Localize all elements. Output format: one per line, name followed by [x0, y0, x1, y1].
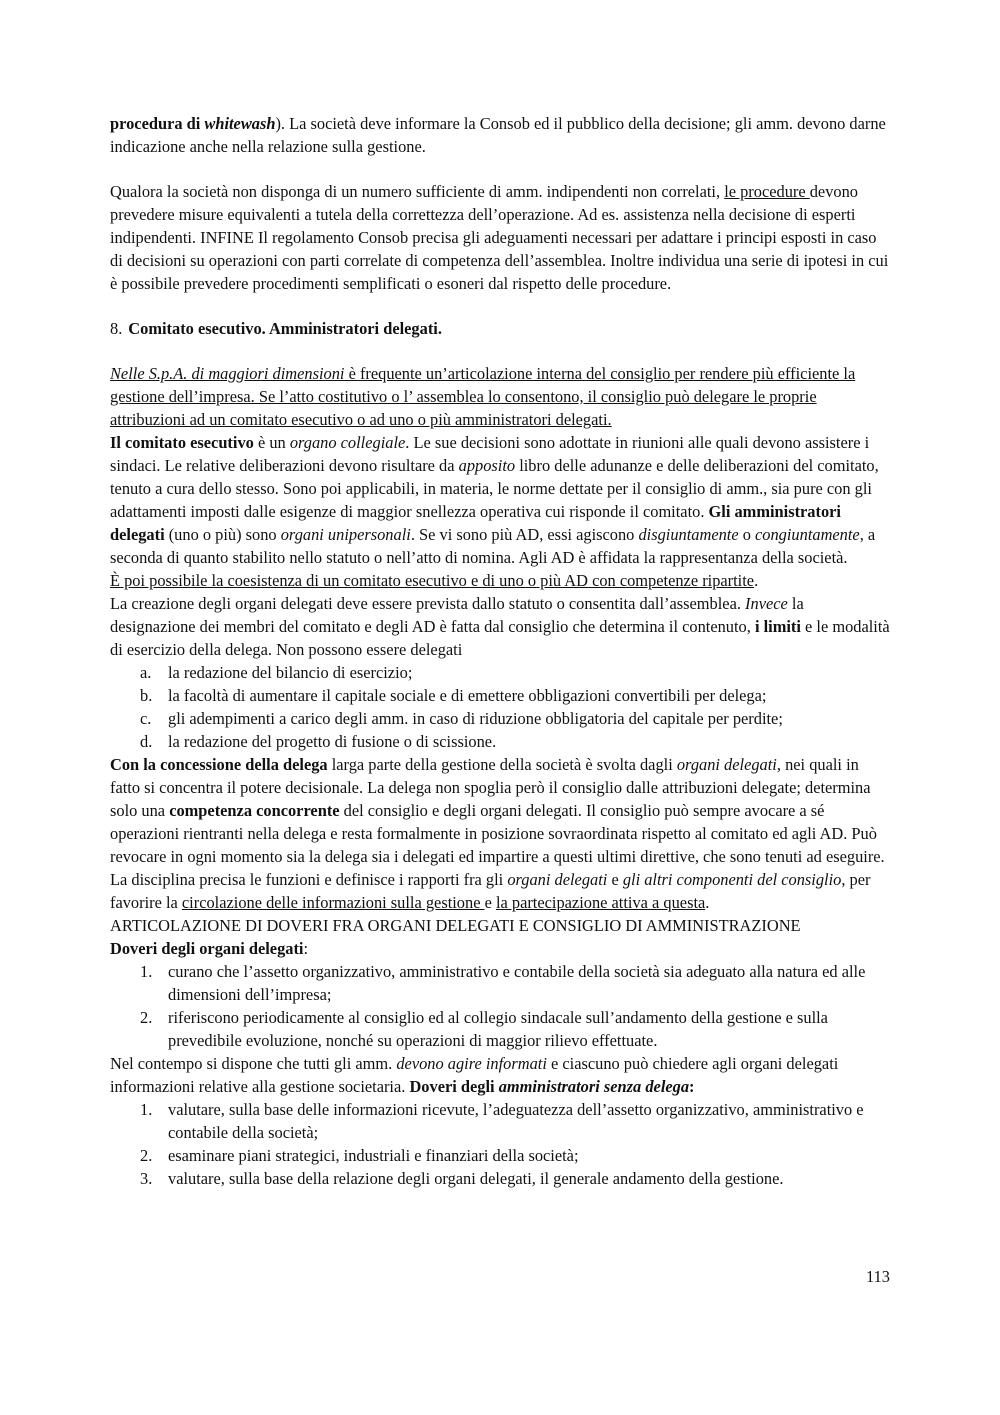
- text-fragment: Doveri degli: [409, 1077, 499, 1096]
- spacer: [110, 295, 890, 317]
- text-fragment: Doveri degli organi delegati: [110, 939, 304, 958]
- text-fragment: .: [705, 893, 710, 912]
- list-item-text: la redazione del progetto di fusione o di scissione.: [168, 732, 497, 751]
- text-fragment: e ciascuno può chiedere agli organi delegati informazioni relative alla gestione societaria.: [110, 1054, 839, 1096]
- text-fragment: Nelle S.p.A. di maggiori dimensioni: [110, 364, 345, 383]
- text-fragment: . Se vi sono più AD, essi agiscono: [410, 525, 639, 544]
- non-delegable-list: [110, 661, 890, 753]
- list-item: [110, 661, 890, 684]
- text-fragment: devono agire informati: [396, 1054, 547, 1073]
- text-fragment: organo collegiale: [289, 433, 406, 452]
- paragraph-executive-committee: [110, 431, 890, 569]
- list-item: [110, 707, 890, 730]
- text-fragment: Il comitato esecutivo: [110, 433, 254, 452]
- text-fragment: circolazione delle informazioni sulla gestione: [181, 893, 485, 912]
- text-fragment: e: [484, 893, 496, 912]
- list-item: [110, 730, 890, 753]
- paragraph-intro: [110, 362, 890, 431]
- text-fragment: larga parte della gestione della società è svolta dagli: [327, 755, 677, 774]
- text-fragment: Con la concessione della delega: [110, 755, 328, 774]
- page-number: 113: [866, 1267, 890, 1286]
- paragraph-whitewash: [110, 112, 890, 158]
- text-fragment: Nel contempo si dispone che tutti gli amm.: [110, 1054, 397, 1073]
- text-fragment: la partecipazione attiva a questa: [495, 893, 706, 912]
- list-marker: b.: [140, 686, 153, 705]
- list-item: [110, 1006, 890, 1052]
- text-fragment: Invece: [745, 594, 788, 613]
- text-fragment: La creazione degli organi delegati deve essere prevista dallo statuto o consentita dall’assemblea.: [110, 594, 746, 613]
- list-item: [110, 1167, 890, 1190]
- text-fragment: devono prevedere misure equivalenti a tutela della correttezza dell’operazione. Ad es. assistenza nella decisione di esperti indipendenti. INFINE Il regolamento Consob precisa gli adeguamenti necessari per adattare i principi esposti in caso di decisioni su operazioni con parti correlate di competenza dell’assemblea. Inoltre individua una serie di ipotesi in cui è possibile prevedere procedimenti semplificati o esoneri dal rispetto delle procedure.: [110, 182, 889, 293]
- text-fragment: .: [754, 571, 759, 590]
- spacer: [110, 158, 890, 180]
- delegated-duties-label: [110, 937, 890, 960]
- list-marker: a.: [140, 663, 152, 682]
- section-number: 8.: [110, 319, 123, 338]
- text-fragment: o: [738, 525, 756, 544]
- list-marker: 2.: [140, 1146, 153, 1165]
- list-item: [110, 960, 890, 1006]
- text-fragment: , per favorire la: [110, 870, 871, 912]
- text-fragment: gli altri componenti del consiglio: [622, 870, 842, 889]
- list-item: [110, 1098, 890, 1144]
- text-fragment: organi unipersonali: [280, 525, 411, 544]
- text-fragment: è frequente un’articolazione interna del consiglio per rendere più efficiente la gestione dell’impresa. Se l’atto costitutivo o l’ assemblea lo consentono, il consiglio può delegare le proprie attribuzioni ad un comitato esecutivo o ad uno o più amministratori delegati.: [110, 364, 856, 429]
- text-fragment: , a seconda di quanto stabilito nello statuto o nell’atto di nomina. Agli AD è affidata la rappresentanza della società.: [110, 525, 876, 567]
- text-fragment: apposito: [458, 456, 516, 475]
- text-fragment: le procedure: [724, 182, 810, 201]
- paragraph-delegation-creation: [110, 592, 890, 661]
- text-fragment: La disciplina precisa le funzioni e definisce i rapporti fra gli: [110, 870, 508, 889]
- text-fragment: organi delegati: [676, 755, 777, 774]
- text-fragment: e le modalità di esercizio della delega. Non possono essere delegati: [110, 617, 890, 659]
- duties-heading: ARTICOLAZIONE DI DOVERI FRA ORGANI DELEGATI E CONSIGLIO DI AMMINISTRAZIONE: [110, 916, 801, 935]
- list-item: [110, 684, 890, 707]
- non-delegated-duties-list: [110, 1098, 890, 1190]
- text-fragment: i limiti: [754, 617, 801, 636]
- list-marker: c.: [140, 709, 152, 728]
- text-fragment: del consiglio e degli organi delegati. Il consiglio può sempre avocare a sé operazioni rientranti nella delega e resta formalmente in posizione sovraordinata rispetto al comitato ed agli AD. Può revocare in ogni momento sia la delega sia i delegati ed impartire a questi ultimi direttive, che sono tenuti ad eseguire.: [110, 801, 885, 866]
- list-item-text: riferiscono periodicamente al consiglio ed al collegio sindacale sull’andamento della gestione e sulla prevedibile evoluzione, nonché su operazioni di maggior rilievo effettuate.: [168, 1008, 828, 1050]
- paragraph-coexistence: [110, 569, 890, 592]
- section-heading: [110, 317, 890, 340]
- text-fragment: È poi possibile la coesistenza di un comitato esecutivo e di uno o più AD con competenze ripartite: [110, 571, 755, 590]
- list-item-text: esaminare piani strategici, industriali e finanziari della società;: [168, 1146, 579, 1165]
- text-fragment: :: [303, 939, 309, 958]
- list-marker: 1.: [140, 1100, 153, 1119]
- text-fragment: Gli amministratori delegati: [110, 502, 841, 544]
- list-marker: 2.: [140, 1008, 153, 1027]
- text-fragment: congiuntamente: [755, 525, 860, 544]
- text-fragment: , nei quali in fatto si concentra il potere decisionale. La delega non spoglia però il consiglio dalle attribuzioni delegate; determina solo una: [110, 755, 871, 820]
- text-fragment: procedura di: [110, 114, 205, 133]
- paragraph-informed-action: [110, 1052, 890, 1098]
- text-fragment: competenza concorrente: [169, 801, 340, 820]
- paragraph-independent-directors: [110, 180, 890, 295]
- spacer: [110, 340, 890, 362]
- text-fragment: ). La società deve informare la Consob ed il pubblico della decisione; gli amm. devono darne indicazione anche nella relazione sulla gestione.: [110, 114, 886, 156]
- list-item-text: la facoltà di aumentare il capitale sociale e di emettere obbligazioni convertibili per delega;: [168, 686, 767, 705]
- list-item: [110, 1144, 890, 1167]
- page-body: [110, 112, 890, 1190]
- text-fragment: organi delegati: [507, 870, 608, 889]
- text-fragment: è un: [253, 433, 290, 452]
- list-marker: d.: [140, 732, 153, 751]
- text-fragment: e: [607, 870, 623, 889]
- list-marker: 1.: [140, 962, 153, 981]
- text-fragment: . Le sue decisioni sono adottate in riunioni alle quali devono assistere i sindaci. Le relative deliberazioni devono risultare da: [110, 433, 870, 475]
- text-fragment: la designazione dei membri del comitato e degli AD è fatta dal consiglio che determina il contenuto,: [110, 594, 804, 636]
- text-fragment: (uno o più) sono: [164, 525, 281, 544]
- text-fragment: amministratori senza delega: [498, 1077, 690, 1096]
- text-fragment: whitewash: [204, 114, 276, 133]
- list-item-text: valutare, sulla base delle informazioni ricevute, l’adeguatezza dell’assetto organizzativo, amministrativo e contabile della società;: [168, 1100, 864, 1142]
- list-item-text: valutare, sulla base della relazione degli organi delegati, il generale andamento della gestione.: [168, 1169, 784, 1188]
- section-title: Comitato esecutivo. Amministratori delegati.: [128, 319, 442, 338]
- text-fragment: Qualora la società non disponga di un numero sufficiente di amm. indipendenti non correlati,: [110, 182, 725, 201]
- text-fragment: libro delle adunanze e delle deliberazioni del comitato, tenuto a cura dello stesso. Sono poi applicabili, in materia, le norme dettate per il consiglio di amm., sia pure con gli adattamenti imposti dalle esigenze di maggior snellezza operativa cui risponde il comitato.: [110, 456, 879, 521]
- text-fragment: disgiuntamente: [638, 525, 739, 544]
- paragraph-delegation-concession: [110, 753, 890, 868]
- list-item-text: curano che l’assetto organizzativo, amministrativo e contabile della società sia adeguato alla natura ed alle dimensioni dell’impresa;: [168, 962, 866, 1004]
- list-marker: 3.: [140, 1169, 153, 1188]
- text-fragment: :: [689, 1077, 695, 1096]
- list-item-text: gli adempimenti a carico degli amm. in caso di riduzione obbligatoria del capitale per perdite;: [168, 709, 783, 728]
- list-item-text: la redazione del bilancio di esercizio;: [168, 663, 413, 682]
- delegated-duties-list: [110, 960, 890, 1052]
- paragraph-discipline: [110, 868, 890, 914]
